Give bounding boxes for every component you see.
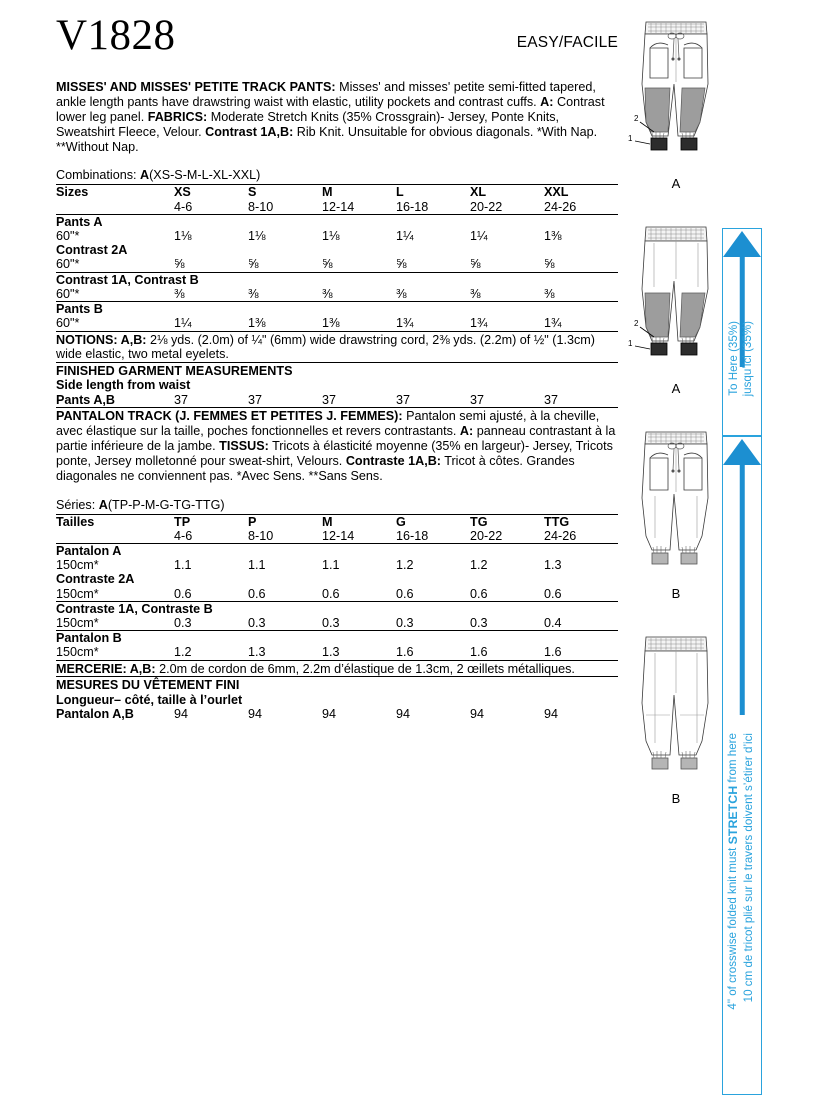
table-row (56, 214, 618, 229)
column-header-size-4: TG (470, 514, 544, 529)
description-english-view-a-label: A: (540, 95, 554, 110)
column-header-size-5: XXL (544, 185, 618, 200)
row-value: 1⅛ (174, 229, 192, 244)
row-value: 1¾ (396, 316, 414, 331)
description-english-body-4: Rib Knit. Unsuitable for obvious diagonals. *With Nap. **Without Nap. (56, 125, 598, 155)
illustration-a-front (624, 10, 728, 191)
finished-english-subheading: Side length from waist (56, 378, 191, 393)
row-value: 1.3 (248, 645, 266, 660)
table-header-row (56, 185, 618, 200)
column-range-1: 8-10 (248, 528, 274, 543)
row-value: 0.3 (470, 615, 488, 630)
description-french (56, 409, 618, 484)
column-range-0: 4-6 (174, 528, 193, 543)
row-value: ⅝ (544, 257, 555, 272)
finished-measurements-french (56, 676, 618, 721)
row-value: 1.1 (322, 558, 340, 573)
table-row (56, 707, 618, 721)
description-english-title: MISSES' AND MISSES' PETITE TRACK PANTS: (56, 80, 336, 94)
finished-measurements-english (56, 362, 618, 407)
column-header-sizes: Sizes (56, 185, 174, 200)
combinations-french (56, 498, 618, 514)
row-value: 37 (396, 392, 411, 407)
row-value: 94 (322, 707, 337, 722)
column-header-size-3: G (396, 514, 470, 529)
column-range-2: 12-14 (322, 528, 355, 543)
row-value: ⅜ (174, 286, 185, 301)
description-english-fabrics-label: FABRICS: (147, 110, 208, 125)
pants-b-back-drawing (624, 625, 728, 785)
finished-english-heading: FINISHED GARMENT MEASUREMENTS (56, 363, 293, 378)
row-value: 0.3 (174, 615, 192, 630)
stretch-gauge-label-en: To Here (35%) (727, 321, 740, 396)
row-value: 0.6 (322, 586, 340, 601)
description-english-contrast-label: Contrast 1A,B: (205, 125, 294, 140)
row-value: 1⅛ (248, 229, 266, 244)
row-value: 0.6 (174, 586, 192, 601)
row-value: 1.2 (174, 645, 192, 660)
yardage-table-french (56, 514, 618, 660)
description-french-contrast-label: Contraste 1A,B: (345, 454, 441, 469)
description-french-body-3: Tricots à élasticité moyenne (35% en largeur)- Jersey, Tricots ponte, Jersey molletonné pour sweat-shirt, Velours. (56, 439, 613, 469)
row-width: 60"* (56, 316, 80, 331)
difficulty-badge: EASY/FACILE (516, 34, 618, 51)
row-value: 1.2 (470, 558, 488, 573)
row-label: Pants A,B (56, 392, 116, 407)
row-value: 0.3 (322, 615, 340, 630)
table-row (56, 601, 618, 616)
combinations-french-sizes: (TP-P-M-G-TG-TTG) (107, 497, 225, 512)
illustration-caption: A (671, 176, 681, 191)
column-header-size-2: M (322, 514, 396, 529)
column-range-5: 24-26 (544, 528, 577, 543)
notions-french (56, 660, 618, 677)
stretch-gauge-note-en (726, 733, 741, 1010)
row-value: ⅜ (544, 286, 555, 301)
row-value: 0.3 (248, 615, 266, 630)
illustration-caption: B (671, 791, 681, 806)
table-row (56, 543, 618, 558)
row-value: 1.1 (248, 558, 266, 573)
column-range-1: 8-10 (248, 199, 274, 214)
row-label: Pants A (56, 214, 618, 229)
row-value: 1.2 (396, 558, 414, 573)
table-row (56, 272, 618, 287)
callout-label-2: 2 (634, 114, 639, 123)
combinations-english (56, 168, 618, 184)
column-header-size-1: P (248, 514, 322, 529)
table-subheader-row (56, 200, 618, 215)
description-english-body-3: Moderate Stretch Knits (35% Crossgrain)- Jersey, Ponte Knits, Sweatshirt Fleece, Velour. (56, 110, 560, 140)
notions-english-label: NOTIONS: A,B: (56, 332, 147, 347)
column-range-3: 16-18 (396, 528, 429, 543)
column-header-size-3: L (396, 185, 470, 200)
row-value: ⅜ (248, 286, 259, 301)
row-label: Pantalon A (56, 543, 618, 558)
table-row (56, 558, 618, 572)
description-french-body-2: panneau contrastant à la partie inférieure de la jambe. (56, 424, 616, 454)
arrow-up-icon (723, 231, 761, 257)
row-value: 1⅛ (322, 229, 340, 244)
row-value: 1¾ (544, 316, 562, 331)
combinations-english-sizes: (XS-S-M-L-XL-XXL) (149, 168, 261, 183)
row-value: 37 (544, 392, 559, 407)
row-value: 37 (322, 392, 337, 407)
row-value: 1⅜ (248, 316, 266, 331)
notions-english-text: 2⅛ yds. (2.0m) of ¼" (6mm) wide drawstring cord, 2⅜ yds. (2.2m) of ½" (1.3cm) wide elastic, two metal eyelets. (56, 332, 595, 362)
yardage-table-english (56, 184, 618, 330)
description-french-fabrics-label: TISSUS: (219, 439, 269, 454)
column-header-size-5: TTG (544, 514, 618, 529)
row-value: 94 (248, 707, 263, 722)
section-divider (56, 407, 618, 408)
stretch-note-en-emphasis: STRETCH (726, 785, 740, 845)
stretch-note-en-part1: 4" of crosswise folded knit must (726, 844, 739, 1010)
row-value: ⅜ (396, 286, 407, 301)
combinations-english-label: Combinations: (56, 168, 140, 183)
stretch-gauge-label-fr: jusqu’ici (35%) (741, 321, 754, 397)
row-value: 1.3 (322, 645, 340, 660)
row-label: Contraste 2A (56, 572, 135, 587)
description-english-body-1: Misses' and misses' petite semi-fitted tapered, ankle length pants have drawstring waist with elastic, utility pockets and contrast cuffs. (56, 80, 596, 110)
column-header-size-4: XL (470, 185, 544, 200)
illustration-b-back (624, 625, 728, 806)
row-value: 1.6 (470, 645, 488, 660)
column-header-size-0: TP (174, 514, 248, 529)
combinations-english-view: A (140, 168, 150, 183)
row-value: 37 (248, 392, 263, 407)
finished-french-subheading: Longueur– côté, taille à l’ourlet (56, 692, 243, 707)
pants-b-front-drawing (624, 420, 728, 580)
stretch-note-en-part2: from here (726, 733, 739, 786)
description-french-title: PANTALON TRACK (J. FEMMES ET PETITES J. FEMMES): (56, 409, 403, 424)
illustration-a-back (624, 215, 728, 396)
row-label: Contrast 1A, Contrast B (56, 272, 618, 287)
column-header-size-1: S (248, 185, 322, 200)
illustration-b-front (624, 420, 728, 601)
notions-english (56, 331, 618, 362)
pants-a-back-drawing (624, 215, 728, 375)
row-value: 94 (396, 707, 411, 722)
column-range-5: 24-26 (544, 199, 577, 214)
column-range-3: 16-18 (396, 199, 429, 214)
row-value: 1¾ (470, 316, 488, 331)
row-value: ⅝ (470, 257, 481, 272)
illustration-caption: A (671, 381, 681, 396)
row-value: 94 (544, 707, 559, 722)
table-row (56, 243, 618, 257)
description-french-body-4: Tricot à côtes. Grandes diagonales ne conviennent pas. *Avec Sens. **Sans Sens. (56, 454, 575, 484)
finished-french-table (56, 707, 618, 721)
notions-french-text: 2.0m de cordon de 6mm, 2.2m d’élastique de 1.3cm, 2 œillets métalliques. (155, 661, 575, 676)
table-row (56, 393, 618, 407)
column-subheader-blank (56, 200, 174, 215)
column-header-tailles: Tailles (56, 514, 174, 529)
row-value: 1¼ (396, 229, 414, 244)
callout-label-1: 1 (628, 134, 633, 143)
content-column (56, 14, 618, 722)
column-range-0: 4-6 (174, 199, 193, 214)
row-value: 0.6 (470, 586, 488, 601)
row-value: 1¼ (174, 316, 192, 331)
row-width: 60"* (56, 257, 80, 272)
row-value: ⅝ (248, 257, 259, 272)
row-value: 94 (174, 707, 189, 722)
table-row (56, 316, 618, 330)
row-value: 0.4 (544, 615, 562, 630)
row-value: 1⅜ (322, 316, 340, 331)
finished-english-table (56, 393, 618, 407)
row-value: 0.3 (396, 615, 414, 630)
stretch-gauge-note-fr: 10 cm de tricot plié sur le travers doivent s’étirer d’ici (742, 733, 755, 1003)
row-value: ⅝ (322, 257, 333, 272)
combinations-french-view: A (98, 497, 108, 512)
header (56, 14, 618, 66)
table-row (56, 645, 618, 659)
notions-french-label: MERCERIE: A,B: (56, 661, 156, 676)
table-row (56, 616, 618, 631)
table-row (56, 229, 618, 243)
row-value: 1¼ (470, 229, 488, 244)
callout-label-2: 2 (634, 319, 639, 328)
row-label: Contraste 1A, Contraste B (56, 601, 618, 616)
description-english-body-2: Contrast lower leg panel. (56, 95, 605, 125)
row-width: 150cm* (56, 615, 99, 630)
description-french-view-a-label: A: (459, 424, 474, 439)
row-label: Pants B (56, 302, 618, 317)
row-value: 0.6 (248, 586, 266, 601)
callout-label-1: 1 (628, 339, 633, 348)
row-label: Pantalon B (56, 631, 618, 646)
table-row (56, 631, 618, 646)
row-value: 37 (174, 392, 189, 407)
column-header-size-2: M (322, 185, 396, 200)
table-row (56, 302, 618, 317)
row-value: ⅜ (322, 286, 333, 301)
row-value: 1.3 (544, 558, 562, 573)
row-value: 94 (470, 707, 485, 722)
column-range-4: 20-22 (470, 528, 503, 543)
arrow-shaft (740, 463, 745, 715)
table-row (56, 572, 618, 586)
description-english (56, 80, 618, 155)
table-subheader-row (56, 529, 618, 544)
row-width: 150cm* (56, 558, 99, 573)
stretch-gauge-box-4in (722, 436, 762, 1095)
row-width: 150cm* (56, 586, 99, 601)
row-value: 0.6 (544, 586, 562, 601)
row-width: 60"* (56, 286, 80, 301)
row-value: 0.6 (396, 586, 414, 601)
row-value: 37 (470, 392, 485, 407)
table-row (56, 257, 618, 272)
row-value: ⅜ (470, 286, 481, 301)
row-value: 1⅜ (544, 229, 562, 244)
row-label: Contrast 2A (56, 243, 128, 258)
combinations-french-label: Séries: (56, 497, 99, 512)
row-value: ⅝ (174, 257, 185, 272)
column-subheader-blank (56, 529, 174, 544)
row-value: ⅝ (396, 257, 407, 272)
table-row (56, 587, 618, 602)
column-range-2: 12-14 (322, 199, 355, 214)
illustration-caption: B (671, 586, 681, 601)
row-label: Pantalon A,B (56, 707, 134, 722)
row-value: 1.6 (544, 645, 562, 660)
column-range-4: 20-22 (470, 199, 503, 214)
row-value: 1.6 (396, 645, 414, 660)
row-width: 150cm* (56, 645, 99, 660)
table-header-row (56, 514, 618, 529)
column-header-size-0: XS (174, 185, 248, 200)
row-width: 60"* (56, 229, 80, 244)
stretch-gauge-box-35 (722, 228, 762, 436)
row-value: 1.1 (174, 558, 192, 573)
pants-a-front-drawing (624, 10, 728, 170)
description-french-body-1: Pantalon semi ajusté, à la cheville, avec élastique sur la taille, poches fonctionnelles et revers contrastants. (56, 409, 600, 439)
table-row (56, 287, 618, 302)
line-drawings (624, 10, 728, 806)
page-title: V1828 (56, 12, 176, 59)
finished-french-heading: MESURES DU VÊTEMENT FINI (56, 678, 240, 693)
arrow-up-icon (723, 439, 761, 465)
